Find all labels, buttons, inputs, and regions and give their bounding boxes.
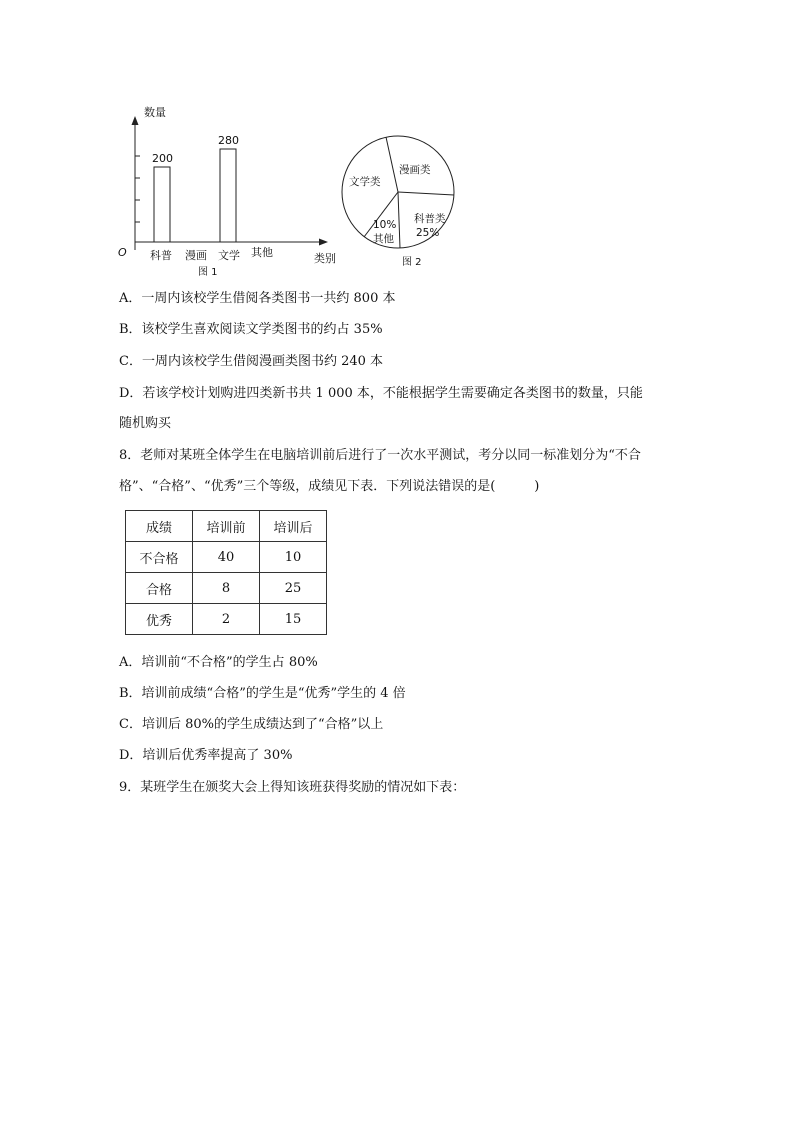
table-row [126, 542, 327, 573]
q8-option-c: C．培训后 80%的学生成绩达到了“合格”以上 [119, 717, 384, 732]
x-tick-label: 漫画 [185, 249, 207, 262]
bar-value-label: 200 [152, 152, 173, 165]
table-header-cell: 培训后 [260, 511, 327, 542]
origin-label: O [118, 246, 127, 259]
table-cell: 25 [260, 573, 327, 604]
q7-option-d: D．若该学校计划购进四类新书共 1 000 本，不能根据学生需要确定各类图书的数量，只能 [119, 386, 643, 401]
y-axis-arrow [132, 116, 139, 125]
q8-score-table [125, 510, 327, 635]
x-axis-label: 类别 [314, 252, 336, 265]
table-cell: 不合格 [126, 542, 193, 573]
slice-label-other: 其他 [373, 233, 394, 245]
figure-caption: 图 2 [402, 257, 422, 268]
table-cell: 40 [193, 542, 260, 573]
q7-option-a: A．一周内该校学生借阅各类图书一共约 800 本 [119, 291, 396, 306]
q7-option-b: B．该校学生喜欢阅读文学类图书的约占 35% [119, 322, 383, 337]
slice-label-kepu: 科普类 [414, 213, 446, 225]
q7-option-c: C．一周内该校学生借阅漫画类图书约 240 本 [119, 354, 384, 369]
x-tick-label: 其他 [251, 246, 273, 259]
q7-option-d-continued: 随机购买 [119, 416, 172, 431]
y-axis-label: 数量 [144, 106, 166, 119]
slice-percent-other: 10% [373, 219, 397, 231]
slice-label-manhua: 漫画类 [399, 164, 431, 176]
slice-percent-kepu: 25% [416, 227, 440, 239]
bar-kepu [154, 167, 170, 242]
table-cell: 合格 [126, 573, 193, 604]
bar-value-label: 280 [218, 134, 239, 147]
table-cell: 优秀 [126, 604, 193, 635]
x-tick-label: 文学 [218, 249, 240, 262]
table-row [126, 604, 327, 635]
table-cell: 2 [193, 604, 260, 635]
q9-stem-line1: 9．某班学生在颁奖大会上得知该班获得奖励的情况如下表： [119, 780, 466, 795]
q8-option-a: A．培训前“不合格”的学生占 80% [119, 655, 318, 670]
table-cell: 15 [260, 604, 327, 635]
figure-1-bar-chart [110, 100, 350, 280]
bar-wenxue [220, 149, 236, 242]
table-header-row [126, 511, 327, 542]
q8-option-b: B．培训前成绩“合格”的学生是“优秀”学生的 4 倍 [119, 686, 406, 701]
table-header-cell: 培训前 [193, 511, 260, 542]
q8-stem-line1: 8．老师对某班全体学生在电脑培训前后进行了一次水平测试，考分以同一标准划分为“不合 [119, 448, 641, 463]
table-cell: 8 [193, 573, 260, 604]
table-cell: 10 [260, 542, 327, 573]
q8-stem-line2: 格”、“合格”、“优秀”三个等级，成绩见下表．下列说法错误的是( ) [119, 479, 540, 494]
slice-label-wenxue: 文学类 [349, 176, 381, 188]
table-row [126, 573, 327, 604]
table-header-cell: 成绩 [126, 511, 193, 542]
figure-2-pie-chart [340, 135, 465, 270]
x-tick-label: 科普 [150, 249, 172, 262]
q8-option-d: D．培训后优秀率提高了 30% [119, 748, 293, 763]
x-axis-arrow [319, 239, 328, 246]
figure-caption: 图 1 [198, 267, 218, 278]
